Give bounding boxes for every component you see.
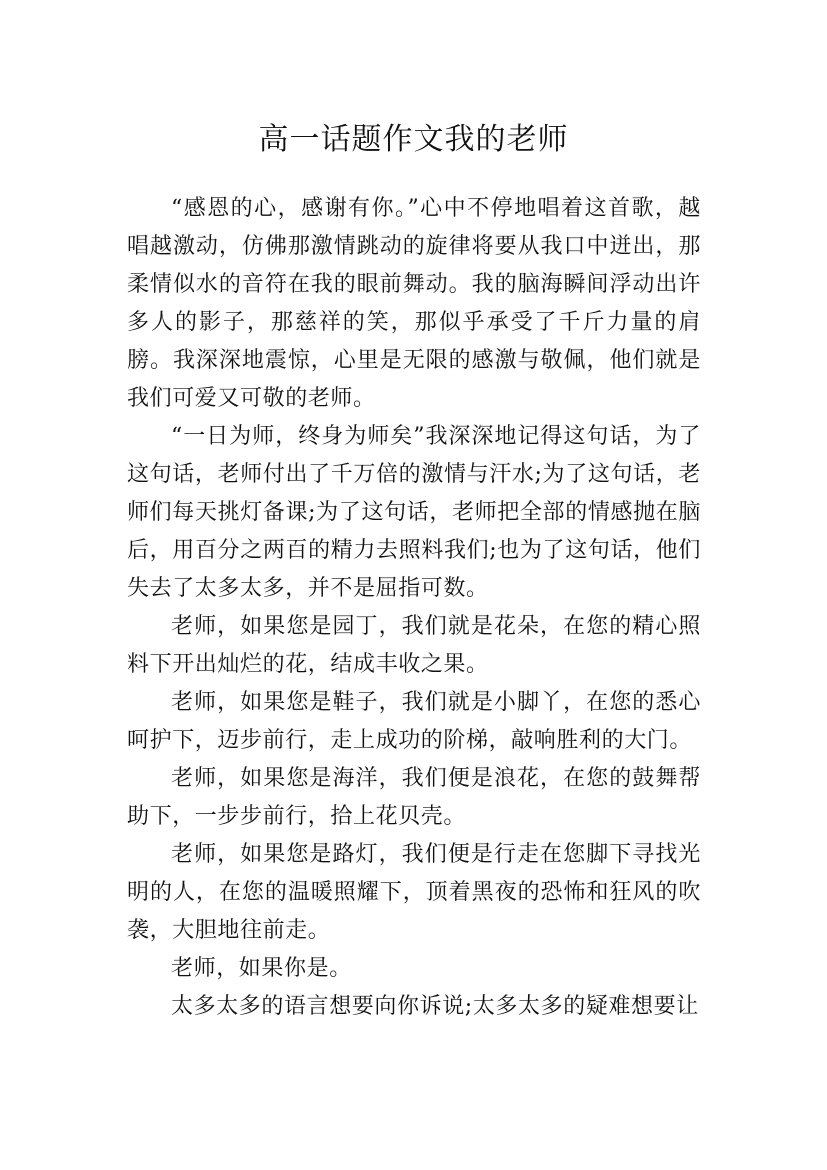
document-body (127, 190, 701, 1026)
document-title: 高一话题作文我的老师 (258, 122, 569, 158)
paragraph-2: “一日为师，终身为师矣”我深深地记得这句话，为了这句话，老师付出了千万倍的激情与汗水;为了这句话，老师们每天挑灯备课;为了这句话，老师把全部的情感抛在脑后，用百分之两百的精力去照料我们;也为了这句话，他们失去了太多太多，并不是屈指可数。 (127, 424, 701, 601)
paragraph-7: 老师，如果你是。 (171, 956, 352, 981)
paragraph-8: 太多太多的语言想要向你诉说;太多太多的疑难想要让 (171, 994, 699, 1019)
paragraph-3: 老师，如果您是园丁，我们就是花朵，在您的精心照料下开出灿烂的花，结成丰收之果。 (127, 614, 701, 677)
paragraph-5: 老师，如果您是海洋，我们便是浪花，在您的鼓舞帮助下，一步步前行，拾上花贝壳。 (127, 766, 701, 829)
paragraph-1: “感恩的心，感谢有你。”心中不停地唱着这首歌，越唱越激动，仿佛那激情跳动的旋律将要从我口中迸出，那柔情似水的音符在我的眼前舞动。我的脑海瞬间浮动出许多人的影子，那慈祥的笑，那似乎承受了千斤力量的肩膀。我深深地震惊，心里是无限的感激与敬佩，他们就是我们可爱又可敬的老师。 (127, 196, 701, 411)
paragraph-6: 老师，如果您是路灯，我们便是行走在您脚下寻找光明的人，在您的温暖照耀下，顶着黑夜的恐怖和狂风的吹袭，大胆地往前走。 (127, 842, 701, 943)
paragraph-4: 老师，如果您是鞋子，我们就是小脚丫，在您的悉心呵护下，迈步前行，走上成功的阶梯，敲响胜利的大门。 (127, 690, 701, 753)
